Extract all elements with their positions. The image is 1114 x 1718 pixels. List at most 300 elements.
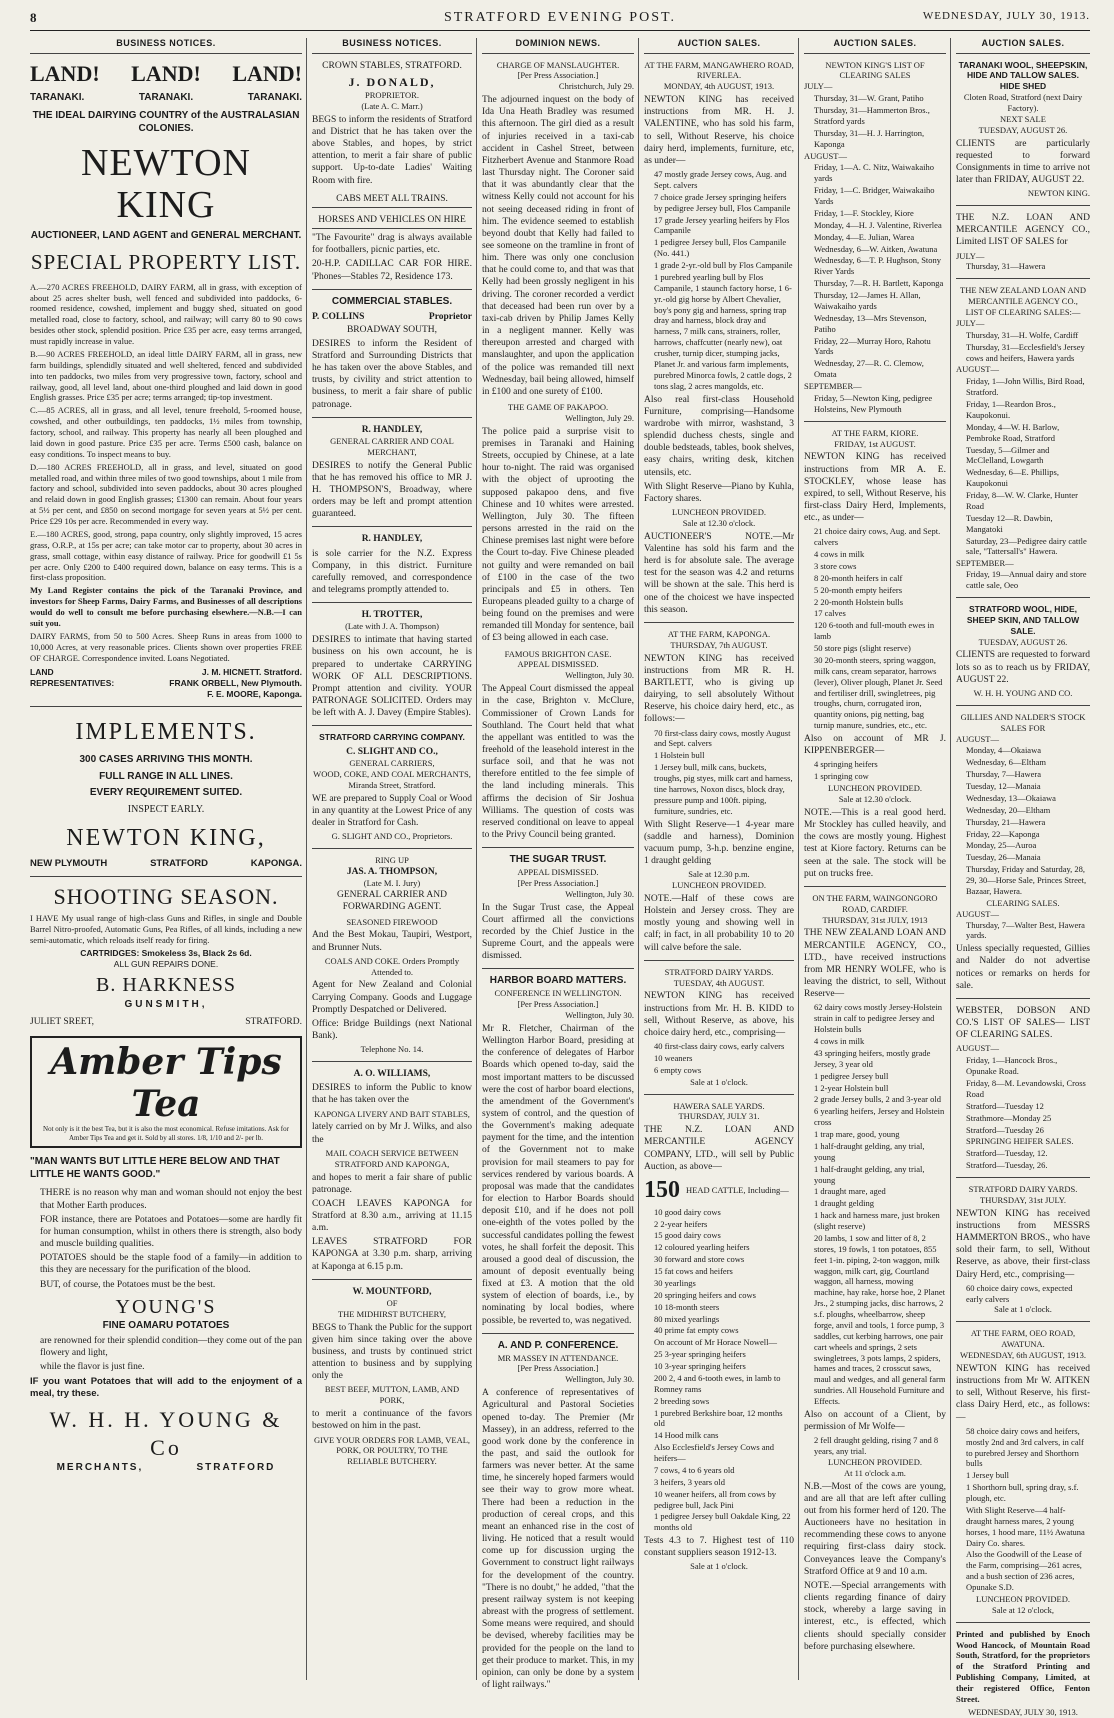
special-property-title: SPECIAL PROPERTY LIST. [30,249,302,274]
sale-date-item: Thursday, 31—Hawera [966,261,1046,272]
tea-brand: Amber Tips Tea [50,1040,282,1125]
sale-items [644,1207,794,1534]
handley-sole: is sole carrier for the N.Z. Express Company, in this district. Furniture carefully removed, and correspondence and telegrams promptly attended to. [312,548,472,596]
sale-item: 3 heifers, 3 years old [654,1476,726,1487]
cattle-count: 150 [644,1176,680,1203]
town: STRATFORD [196,1462,276,1474]
taranaki-word: TARANAKI. [138,91,194,103]
imprint-date: WEDNESDAY, JULY 30, 1913. [968,1706,1078,1717]
cloten-road: Cloten Road, Stratford (next Dairy Factory). [963,92,1083,114]
property-list [30,282,302,664]
sale-item: 1 half-draught gelding, any trial, young [814,1140,925,1162]
implements-line: 300 CASES ARRIVING THIS MONTH. [79,753,253,765]
sale-dates [804,393,946,415]
sale-intro: THE N.Z. LOAN AND MERCANTILE AGENCY COMPANY, LTD., will sell by Public Auction, as above— [644,1125,794,1172]
sale-note: With Slight Reserve—1 4-year mare (saddle and harness), Dominion vacuum pump, 3-h.p. benzine engine, 1 draught gelding [644,819,794,866]
sale-items [804,759,946,782]
sale-location: STRATFORD DAIRY YARDS. [664,966,774,977]
sale-date-item: Monday, 4—E. Julian, Warea [814,231,915,242]
thompson-office: Office: Bridge Buildings (next National Bank). [312,1018,472,1042]
implements-line: FULL RANGE IN ALL LINES. [99,770,233,782]
thompson-agent: Agent for New Zealand and Colonial Carrying Company. Goods and Luggage Promptly Despatched or Delivered. [312,980,472,1015]
telephone: Telephone No. 14. [360,1044,424,1055]
sale-date-item: Friday, 19—Annual dairy and store cattle sale, Oeo [966,569,1087,591]
sale-date: TUESDAY, 4th AUGUST. [673,977,765,988]
potato-paragraph: while the flavor is just fine. [40,1362,145,1373]
month-label: JULY— [956,317,985,328]
sale-item: 17 grade Jersey yearling heifers by Flos Campanile [654,214,790,236]
column-rule [476,38,477,1680]
sale-date-item: Monday, 4—W. H. Barlow, Pembroke Road, Stratford [966,421,1060,443]
sale-location: AT THE FARM, MANGAWHERO ROAD, RIVERLEA. [644,59,794,81]
sale-note: N.B.—Most of the cows are young, and are all that are left after culling out from his former herd of 120. The Auctioneers have no hesitation in recommending these cows to anyone requiring first-class dairy stock. Conveyances leave the Company's Stratford Office at 9 and 10 a.m. [804,1481,946,1577]
property-b: B.—90 ACRES FREEHOLD, an ideal little DAIRY FARM, all in grass, new farm buildings, splendidly situated and well sheltered, fenced and subdivided into ten paddocks, two miles from very progressive town, factory, school and railway, good, all level land, about one-third ploughed and laid down in good English grasses. Price £35 per acre; terms arranged; tip-top investment. [30,348,302,403]
land-banner [30,60,302,88]
clients-note: CLIENTS are particularly requested to forward Consignments in time to arrive not later than FRIDAY, AUGUST 22. [956,138,1090,186]
sale-note: NOTE.—Special arrangements with clients regarding finance of dairy stock, whereby a large saving in interest, etc., is effected, which clients should specially consider before purchasing elsewhere. [804,1580,946,1652]
sale-item: 20 springing heifers and cows [654,1289,756,1300]
sale-date-item: Strathmore—Monday 25 [966,1112,1052,1123]
dateline: Wellington, July 30. [565,888,634,899]
sale-date-item: Friday, 5—Newton King, pedigree Holsteins, New Plymouth [814,392,933,414]
press-assoc: [Per Press Association.] [517,70,599,81]
nz-loan-heading: THE N.Z. LOAN AND MERCANTILE AGENCY CO., Limited LIST OF SALES for [956,213,1090,248]
wool-sale-title: TARANAKI WOOL, SHEEPSKIN, HIDE AND TALLOW SALES. [958,59,1088,81]
sale-item: 17 calves [814,608,846,619]
month-label: JULY— [804,81,833,92]
dateline: Wellington, July 29. [565,412,634,423]
sale-date-item: Tuesday, 12—Manaia [966,781,1041,792]
potato-paragraph: POTATOES should be the staple food of a family—in addition to this they are necessary for the purification of the blood. [40,1253,302,1276]
sale-item: 15 good dairy cows [654,1230,721,1241]
sale-date: WEDNESDAY, 6th AUGUST, 1913. [960,1350,1086,1361]
dateline: Wellington, July 30. [565,1374,634,1385]
proprietor: PROPRIETOR. [365,90,419,101]
dateline: Wellington, July 30. [565,1010,634,1021]
sale-date: THURSDAY, 31st JULY. [980,1194,1066,1205]
land-word: LAND! [131,60,201,86]
town: STRATFORD [150,857,208,869]
sale-dates [804,162,946,380]
land-representatives [30,667,302,700]
sale-item: 30 yearlings [654,1277,696,1288]
month-label: AUGUST— [804,150,847,161]
sale-item: 4 cows in milk [814,549,865,560]
sale-item: 6 empty cows [654,1064,702,1075]
sale-item: 12 coloured yearling heifers [654,1242,750,1253]
taranaki-word: TARANAKI. [30,91,85,103]
williams-name: A. O. WILLIAMS, [353,1069,431,1080]
sale-date-item: Wednesday, 27—R. C. Clemow, Omata [814,358,924,380]
coals-coke: COALS AND COKE. Orders Promptly Attended to. [324,955,460,977]
sale-date-item: Friday, 1—F. Stockley, Kiore [814,207,914,218]
sale-intro: NEWTON KING has received instructions from MR R. H. BARTLETT, who is giving up dairying, to sell absolutely Without Reserve, his choice dairy herd, etc., as follows:— [644,653,794,725]
hide-shed: HIDE SHED [999,81,1047,92]
sale-date-item: Friday, 1—A. C. Nitz, Waiwakaiho yards [814,162,934,184]
town: STRATFORD. [245,1016,302,1027]
ring-up: RING UP [375,855,409,866]
collins-name: P. COLLINS [312,312,365,323]
webster-heading: WEBSTER, DOBSON AND CO.'S LIST OF SALES— LIST OF CLEARING SALES. [956,1005,1090,1041]
midhirst-butchery: THE MIDHIRST BUTCHERY, [337,1308,447,1319]
sale-dates [804,93,946,149]
sale-item: 120 6-tooth and full-mouth ewes in lamb [814,620,935,642]
news-headline: A. AND P. CONFERENCE. [497,1339,619,1351]
sale-date-item: Wednesday, 6—E. Phillips, Kaupokonui [966,467,1059,489]
sale-item: 58 choice dairy cows and heifers, mostly 2nd and 3rd calvers, in calf to purebred Jersey and Shorthorn bulls [966,1425,1084,1469]
news-body: Mr R. Fletcher, Chairman of the Wellington Harbor Board, presiding at the conference of delegates of Harbor Boards which opened to-day, said the most important matters to be discussed were the cost of harbor board elections, the amendment of the Government's system of control, and the question of the Government's making adequate payment for the time, and the intention of the Government not to make provision for mail steamers to pay for services rendered by various boards. A proposal was made that the candidates for election to Harbor Boards should deposit £10, and if he does not poll one-eighth of the votes polled by the successful candidates polling the fewest votes, he shall forfeit the deposit. This aroused a good deal of discussion, the amount of deposit eventually being fixed at £3. A motion that the old system of election of boards, i.e., by nominating by local bodies, where possible, be reverted to, was negatived. [482,1023,634,1326]
trotter-name: H. TROTTER, [361,610,423,621]
sale-item: 2 breeding sows [654,1395,710,1406]
column-header: AUCTION SALES. [644,38,794,54]
sale-item: 200 2, 4 and 6-tooth ewes, in lamb to Romney rams [654,1372,781,1394]
column-auction-sales-2 [804,38,946,1678]
mountford-name: W. MOUNTFORD, [352,1286,432,1297]
sale-note: Unless specially requested, Gillies and Nalder do not advertise notices or remarks on herds for sale. [956,944,1090,991]
nz-loan-heading: THE NEW ZEALAND LOAN AND MERCANTILE AGENCY CO., [960,285,1086,307]
news-subhead: MR MASSEY IN ATTENDANCE. [497,1352,619,1363]
sale-date-item: Monday, 25—Auroa [966,840,1037,851]
potato-paragraph: THERE is no reason why man and woman should not enjoy the best that Mother Earth produces. [40,1188,302,1211]
signoff: W. H. H. YOUNG AND CO. [973,687,1073,698]
late-note: (Late A. C. Marr.) [361,100,423,111]
sale-note: NOTE.—Half of these cows are Holstein and Jersey cross. They are mostly young and showing well in calf; in fact, in all probability 10 to 20 will calve before the sale. [644,893,794,953]
trotter-late: (Late with J. A. Thompson) [345,621,439,632]
sale-items [644,728,794,817]
sale-date-item: Friday, 1—John Willis, Bird Road, Stratford. [966,376,1085,398]
sale-date-item: Tuesday 12—R. Dawbin, Mangatoki [966,512,1053,534]
sale-date-item: Wednesday, 6—W. Aitken, Awatuna [814,243,938,254]
sale-item: 60 choice dairy cows, expected early calvers [966,1282,1073,1304]
news-headline: CHARGE OF MANSLAUGHTER. [496,59,620,70]
sale-item: Also Ecclesfield's Jersey Cows and heifers— [654,1442,775,1464]
month-label: AUGUST— [956,908,999,919]
young-company: W. H. H. YOUNG & Co [49,1406,283,1461]
column-dominion-news [482,38,634,1690]
gunsmith: GUNSMITH, [124,999,208,1011]
harkness-name: B. HARKNESS [96,974,236,997]
sale-item: 1 draught gelding [814,1198,874,1209]
sale-item: 70 first-class dairy cows, mostly August and Sept. calvers [654,727,791,749]
luncheon: LUNCHEON PROVIDED. [828,783,922,794]
sale-item: 30 20-month steers, spring waggon, milk cans, cream separator, harrows (lever), Oliver plough, Planet Jr. Seed and fertiliser drill, swingletrees, pig troughs, churn, corrugated iron, quantity onions, pig netting, bag turnip manure, sundries, etc., etc. [814,654,943,731]
reliable-butchery: RELIABLE BUTCHERY. [347,1456,437,1467]
sale-item: 2 20-month Holstein bulls [814,596,904,607]
sale-dates [956,376,1090,557]
of-word: OF [386,1297,398,1308]
list-title: NEWTON KING'S LIST OF CLEARING SALES [825,59,925,81]
collins-text: DESIRES to inform the Resident of Stratford and Surrounding Districts that he has taken over the above Stables, and trusts, by civility and strict attention to business, to merit a fair share of public patronage. [312,338,472,410]
news-body: The Appeal Court dismissed the appeal in the case, Brighton v. McClure, Commissioner of Crown Lands for Southland. The Court held that what the appellant was entitled to was the freehold of the leasehold interest in the surface soil, and that he was not therefore entitled to the fee simple of the land including minerals. This affirms the decision of Sir Joshua Williams. The question of costs was reserved conditional on leave to appeal to the Privy Council being granted. [482,684,634,841]
sale-item: 40 first-class dairy cows, early calvers [654,1041,785,1052]
mountford-text: BEGS to Thank the Public for the support given him since taking over the above business, and trusts by continued strict attention to business and by supplying only the [312,1322,472,1382]
auctioneer-line: AUCTIONEER, LAND AGENT and GENERAL MERCHANT. [30,230,302,242]
page-number: 8 [30,10,37,25]
sale-item: 62 dairy cows mostly Jersey-Holstein strain in calf to pedigree Jersey and Holstein bulls [814,1002,942,1035]
sale-date-item: Thursday, 31—Ecclesfield's Jersey cows and heifers, Hawera yards [966,341,1085,363]
sale-item: 7 choice grade Jersey springing heifers by pedigree Jersey bull, Flos Campanile [654,191,791,213]
sale-location: AT THE FARM, KAPONGA. [667,628,771,639]
cabs-line: CABS MEET ALL TRAINS. [312,193,472,208]
sale-intro: NEWTON KING has received instructions from Mr W. AITKEN to sell, Without Reserve, his first-class Dairy Herd, etc., as follows:— [956,1363,1090,1423]
sale-item: 1 Jersey bull [966,1470,1009,1481]
reps-label: LAND REPRESENTATIVES: [30,667,115,689]
sale-item: 1 pedigree Jersey bull [814,1070,889,1081]
sale-dates [956,745,1090,896]
sale-date-item: Monday, 4—H. J. Valentine, Riverlea [814,219,942,230]
sale-date-item: Friday, 22—Kaponga [966,828,1040,839]
land-word: LAND! [232,60,302,86]
sale-note: Also real first-class Household Furniture, comprising—Handsome wardrobe with mirror, washstand, 3 splendid duchess chests, single and double bedsteads, tables, book shelves, easy chairs, writing desk, kitchen utensils, etc. [644,394,794,478]
property-a: A.—270 ACRES FREEHOLD, DAIRY FARM, all in grass, with exception of about 25 acres shelter bush, well fenced and subdivided into paddocks, 6-roomed residence, cowshed, implement and buggy shed, situated on good metalled road, close to factory, school, and railway; will carry 80 to 90 cows besides other stock, splendid position. Price £35 per acre, easy terms arranged, must rapidly increase in value. [30,281,302,347]
sale-intro: NEWTON KING has received instructions from MESSRS HAMMERTON BROS., who have sold their farm, to sell, Without Reserve, as above, their first-class Dairy Herd, etc., comprising— [956,1208,1090,1280]
town: NEW PLYMOUTH [30,857,108,869]
youngs-title: YOUNG'S [115,1295,217,1318]
handley-name: R. HANDLEY, [361,424,423,435]
sale-date-item: Thursday, 12—James H. Allan, Waiwakaiho yards [814,290,921,311]
sale-date-item: SPRINGING HEIFER SALES. [966,1136,1074,1147]
cadillac: 20-H.P. CADILLAC CAR FOR HIRE. 'Phones—Stables 72, Residence 173. [312,259,472,282]
potato-paragraph: FOR instance, there are Potatoes and Potatoes—some are hardly fit for human consumption, whilst in others there is strength, also body and muscle building qualities. [40,1214,302,1250]
sale-time: Sale at 1 o'clock. [690,1076,748,1087]
implements-line: EVERY REQUIREMENT SUITED. [89,787,243,799]
mountford-orders: GIVE YOUR ORDERS FOR LAMB, VEAL, PORK, OR POULTRY, TO THE [313,1434,471,1456]
handley-title: GENERAL CARRIER AND COAL MERCHANT, [330,435,454,457]
williams-text: DESIRES to inform the Public to know that he has taken over the [312,1083,472,1106]
horses-line: HORSES AND VEHICLES ON HIRE [312,214,472,229]
sale-item: 1 pedigree Jersey bull, Flos Campanile (No. 441.) [654,237,787,259]
seasoned-firewood: SEASONED FIREWOOD [346,916,438,927]
head-cattle [644,1175,794,1206]
imprint: Printed and published by Enoch Wood Hancock, of Mountain Road South, Stratford, for the proprietors of the Stratford Printing and Publishing Company, Limited, at their registered Office, Fenton Street. [956,1628,1090,1704]
thompson-nuts: And the Best Mokau, Taupiri, Westport, and Brunner Nuts. [312,930,472,953]
slight-name: C. SLIGHT AND CO., [346,747,438,758]
sale-note: Tests 4.3 to 7. Highest test of 110 constant suppliers season 1912-13. [644,1536,794,1559]
sale-date-item: Thursday, 31—Hammerton Bros., Stratford yards [814,105,930,126]
sale-date-item: Thursday, 7—Walter Best, Hawera yards. [966,919,1085,941]
list-title: LIST OF CLEARING SALES:— [965,307,1081,318]
sale-item: 10 18-month steers [654,1301,720,1312]
dateline: Wellington, July 30. [565,670,634,681]
sale-date-item: Wednesday, 13—Mrs Stevenson, Patiho [814,312,927,334]
wool-sale-title: STRATFORD WOOL, HIDE, SHEEP SKIN, AND TALLOW SALE. [966,603,1080,636]
sale-date-item: Friday, 22—Murray Horo, Rahotu Yards [814,335,931,357]
rep: J. M. HICNETT. Stratford. [201,667,302,678]
sale-item: Also the Goodwill of the Lease of the Farm, comprising—261 acres, and a bush section of 236 acres, Opunake S.D. [966,1549,1082,1593]
luncheon: LUNCHEON PROVIDED. [672,880,766,891]
commercial-stables: COMMERCIAL STABLES. [331,295,453,307]
proprietor: Proprietor [428,312,472,323]
dairy-farms: DAIRY FARMS, from 50 to 500 Acres. Sheep Runs in areas from 1000 to 10,000 Acres, at very reasonable prices. Clients shown over properties FREE OF CHARGE. Correspondence invited. Loans Negotiated. [30,630,302,663]
sale-item: 21 choice dairy cows, Aug. and Sept. calvers [814,526,941,548]
sale-date: TUESDAY, AUGUST 26. [978,124,1068,135]
potato-paragraph: are renowned for their splendid condition—they come out of the pan flowery and light, [40,1336,302,1359]
news-headline: HARBOR BOARD MATTERS. [489,975,627,987]
sale-date-item: Wednesday, 13—Okaiawa [966,792,1056,803]
sale-date-item: Friday, 8—W. W. Clarke, Hunter Road [966,490,1078,511]
ideal-dairying: THE IDEAL DAIRYING COUNTRY of the AUSTRALASIAN COLONIES. [32,110,300,135]
month-label: SEPTEMBER— [956,558,1014,569]
donald-name: J. DONALD, [348,74,436,89]
sale-time: Sale at 1 o'clock. [994,1304,1052,1315]
sale-date-item: Friday, 1—C. Bridger, Waiwakaiho Yards [814,185,935,207]
news-headline: FAMOUS BRIGHTON CASE. [504,648,612,659]
sale-location: STRATFORD DAIRY YARDS. [968,1184,1078,1195]
merchants: MERCHANTS, [56,1462,144,1474]
gun-repairs: ALL GUN REPAIRS DONE. [113,958,219,969]
sale-time: Sale at 12.30 o'clock. [838,794,912,805]
sale-item: 1 half-draught gelding, any trial, young [814,1163,925,1185]
sale-items [804,1002,946,1407]
sale-time: Sale at 1 o'clock. [690,1561,748,1572]
column-auction-sales-1 [644,38,794,1678]
month-label: AUGUST— [956,364,999,375]
implement-towns [30,858,302,870]
reps-list [140,667,302,700]
implements-title: IMPLEMENTS. [75,719,257,746]
sale-date-item: Thursday, 21—Hawera [966,816,1046,827]
sale-date-item: Stratford—Tuesday, 26. [966,1160,1048,1171]
thompson-late: (Late M. I. Jury) [363,878,421,889]
sale-note: With Slight Reserve—Piano by Kuhla, Factory shares. [644,481,794,504]
month-label: AUGUST— [956,1043,999,1054]
sale-item: 10 weaners [654,1052,693,1063]
column-header: DOMINION NEWS. [482,38,634,54]
sale-item: 14 Hood milk cans [654,1430,719,1441]
tea-tagline: Not only is it the best Tea, but it is also the most economical. Refuse imitations. Ask for Amber Tips Tea and get it. Sold by all stores. 1/8, 1/10 and 2/- per lb. [43,1124,289,1142]
sale-item: 40 prime fat empty cows [654,1325,739,1336]
favourite-drag: "The Favourite" drag is always available for footballers, picnic parties, etc. [312,233,472,256]
newton-king-title: NEWTON KING [81,142,251,227]
column-business-notices-2 [312,38,472,1678]
cartridges: CARTRIDGES: Smokeless 3s, Black 2s 6d. [80,947,252,958]
sale-intro: NEWTON KING has received instructions from MR A. E. STOCKLEY, whose lease has expired, to sell, Without Reserve, his first-class Dairy Herd, Implements, etc., as under— [804,452,946,524]
sale-date: THURSDAY, 31st JULY, 1913 [822,914,928,925]
sale-date-item: Tuesday, 5—Gilmer and McClelland, Lowgarth [966,444,1050,466]
sale-item: On account of Mr Horace Nowell— [654,1337,777,1348]
signoff: NEWTON KING. [1027,188,1090,199]
broadway: BROADWAY SOUTH, [346,324,438,335]
collins-line [312,311,472,323]
news-body: The adjourned inquest on the body of Ida Una Heath Bradley was resumed this afternoon. The girl died as a result of injuries received in a taxi-cab accident in Cashel Street, between Fitzherbert Avenue and Stanmore Road last Thursday night. The Coroner said that it was abundantly clear that the witness Kelly could not account for his not seeing deceased riding in front of him. The evidence seemed to establish beyond doubt that Kelly had failed to see someone on the tramline in front of him. There was only one conclusion that he could come to, and that was that Kelly had been grossly negligent in his driving. The coroner recorded a verdict that deceased had been run over by a taxi-cab driven by Philip James Kelly in a negligent manner. Kelly was thereupon arrested and charged with manslaughter, and upon the application of the police was remanded till next Wednesday, bail being allowed, himself in £100 and one surety of £100. [482,95,634,397]
sale-item: 15 fat cows and heifers [654,1266,733,1277]
shooting-season-title: SHOOTING SEASON. [53,883,279,909]
cattle-label: HEAD CATTLE, Including— [686,1184,789,1195]
town: KAPONGA. [250,857,302,869]
sale-item: 1 Holstein bull [654,750,705,761]
sale-item: 1 springing cow [814,771,869,782]
sale-item: 1 draught mare, aged [814,1186,886,1197]
sale-date: TUESDAY, AUGUST 26. [978,636,1068,647]
sale-date: THURSDAY, 7th AUGUST. [670,639,768,650]
mountford-text: to merit a continuance of the favors bestowed on him in the past. [312,1409,472,1432]
sale-time: Sale at 12 o'clock, [992,1604,1054,1615]
kaponga-stables: KAPONGA LIVERY AND BAIT STABLES, [314,1108,470,1119]
slight-wood: WOOD, COKE, AND COAL MERCHANTS, [313,769,471,780]
sale-date-item: Stratford—Tuesday 26 [966,1124,1044,1135]
sale-item: 25 3-year springing heifers [654,1349,746,1360]
sale-note: Also on account of MR J. KIPPENBERGER— [804,734,946,757]
sale-item: 1 2-year Holstein bull [814,1082,889,1093]
land-word: LAND! [30,60,100,86]
newspaper-title: STRATFORD EVENING POST. [443,10,677,25]
press-assoc: [Per Press Association.] [517,999,599,1010]
sale-item: 1 purebred yearling bull by Flos Campanile, 1 staunch factory horse, 1 6-yr.-old gig horse by Albert Chevalier, boy's pony gig and harness, spring trap dray and harness, block dray and harness, 7 milk cans, strainers, roller, harrows, chaffcutter (nearly new), oat crusher, turnip dicer, stumping jacks, Planet Jr. and various farm implements, purebred Minorca fowls, 2 cattle dogs, 2 tons slag, 2 acres mangolds, etc. [654,271,792,391]
sale-date-item: Wednesday, 20—Eltham [966,804,1051,815]
sale-item: 10 3-year springing heifers [654,1361,746,1372]
column-header: BUSINESS NOTICES. [30,38,302,54]
sale-item: 47 mostly grade Jersey cows, Aug. and Sept. calvers [654,169,787,190]
rep: FRANK ORBELL, New Plymouth. [169,678,302,689]
sale-location: HAWERA SALE YARDS. [673,1100,765,1111]
property-c: C.—85 ACRES, all in grass, and all level, tenure freehold, 5-roomed house, cowshed, and other outbuildings, ten paddocks, 1½ miles from township, factory, school, and railway. This property has nearly all been ploughed and laid down in good pasture. Price £35 per acre. Terms £500 cash, balance on easy conditions. To inspect means to buy. [30,405,302,459]
sale-date-item: Friday, 1—Hancock Bros., Opunake Road. [966,1055,1058,1077]
potato-paragraph: IF you want Potatoes that will add to the enjoyment of a meal, try these. [30,1375,302,1399]
sale-time: Sale at 12.30 p.m. [688,869,750,880]
sale-date-item: Stratford—Tuesday, 12. [966,1148,1048,1159]
potato-paragraph: BUT, of course, the Potatoes must be the best. [40,1279,216,1290]
column-header: BUSINESS NOTICES. [312,38,472,54]
sale-items [956,1426,1090,1593]
crown-stables: CROWN STABLES, STRATFORD. [322,60,462,71]
month-label: AUGUST— [956,733,999,744]
luncheon: LUNCHEON PROVIDED. [976,1593,1070,1604]
williams-text: lately carried on by Mr J. Wilks, and also the [312,1122,472,1145]
column-auction-sales-3 [956,38,1091,1717]
sale-item: 30 forward and store cows [654,1254,745,1265]
sale-items [644,169,794,392]
issue-date: WEDNESDAY, JULY 30, 1913. [922,10,1090,22]
sale-item: 1 Jersey bull, milk cans, buckets, troughs, pig styes, milk cart and harness, tine harrows, Noxon discs, block dray, pressure pump and 100ft. piping, furniture, sundries, etc. [654,762,793,816]
slight-text: WE are prepared to Supply Coal or Wood in any quantity at the Lowest Price of any dealer in Stratford for Cash. [312,793,472,829]
gillies-heading: GILLIES AND NALDER'S STOCK SALES FOR [960,711,1086,733]
sale-note: Also on account of a Client, by permission of Mr Wolfe— [804,1409,946,1433]
sale-date: MONDAY, 4th AUGUST, 1913. [663,81,775,92]
amber-tips-tea-ad [30,1036,302,1148]
dateline: Christchurch, July 29. [558,81,634,92]
sale-location: AT THE FARM, OEO ROAD, AWATUNA. [970,1328,1076,1350]
news-headline: THE SUGAR TRUST. [509,854,607,866]
slight-signoff: G. SLIGHT AND CO., Proprietors. [331,831,453,842]
oamaru-potatoes: FINE OAMARU POTATOES [102,1320,230,1332]
sale-dates [956,1055,1090,1171]
sale-date-item: Friday, 8—M. Levandowski, Cross Road [966,1078,1086,1099]
sale-item: 2 2-year heifers [654,1218,708,1229]
column-rule [950,38,951,1680]
williams-text: and hopes to merit a fair share of public patronage. [312,1172,472,1195]
sale-item: 80 mixed yearlings [654,1313,720,1324]
man-wants-heading: "MAN WANTS BUT LITTLE HERE BELOW AND THAT LITTLE HE WANTS GOOD." [30,1155,280,1180]
press-assoc: [Per Press Association.] [517,1363,599,1374]
sale-date-item: Friday, 1—Reardon Bros., Kaupokonui. [966,399,1056,420]
sale-item: 7 cows, 4 to 6 years old [654,1464,735,1475]
sale-date: FRIDAY, 1st AUGUST. [834,438,916,449]
slight-address: Miranda Street, Stratford. [348,780,436,791]
mail-coach: MAIL COACH SERVICE BETWEEN STRATFORD AND KAPONGA, [325,1147,459,1169]
news-body: The police paid a surprise visit to premises in Taranaki and Haining Streets, occupied by Chinese, at a late hour to-night. The raid was organised with the object of uprooting the supposed pakapoo dens, and five Chinese and 10 whites were arrested. Wellington, July 30. The fifteen persons arrested in the raid on the Chinese premises last night were before the Court to-day. Five Chinese pleaded not guilty and were remanded on bail of £100 in the case of the two principals and £5 in others. Ten Europeans pleaded guilty to a charge of being found on the premises and were remanded till Monday for sentence, bail of £3 being allowed in each case. [482,426,634,644]
sale-date-item: Wednesday, 6—Eltham [966,757,1046,768]
trotter-text: DESIRES to intimate that having started business on his own account, he is prepared to undertake CARRYING WORK OF ALL DESCRIPTIONS. Prompt attention and civility. YOUR PATRONAGE SOLICITED. Orders may be left with A. J. Davey (Empire Stables). [312,635,472,719]
sale-item: 6 yearling heifers, Jersey and Holstein cross [814,1106,945,1128]
implements-line: INSPECT EARLY. [127,804,205,816]
sale-note: NOTE.—This is a real good herd. Mr Stockley has culled heavily, and the cows are mostly young. Highest test at Kiore factory. Returns can be seen at the sale. The stock will be put on trucks free. [804,807,946,879]
sale-item: 5 20-month empty heifers [814,584,903,595]
sale-item: 43 springing heifers, mostly grade Jersey, 3 year old [814,1047,931,1069]
news-body: In the Sugar Trust case, the Appeal Court affirmed all the convictions recorded by the Chief Justice in the Supreme Court, and the appeals were dismissed. [482,902,634,962]
sale-date-item: Monday, 4—Okaiawa [966,745,1041,756]
property-d: D.—180 ACRES FREEHOLD, all in grass, and level, situated on good metalled road, and within three miles of two good townships, about 1 mile from factory and school, subdivided into seven paddocks, about 30 acres ploughed and relaid down in good English grasses; £1300 can remain. About four years at 5½ per cent, and £850 on second mortgage for seven years at 5½ per cent. Price £29 10s per acre. Recommended in every way. [30,461,302,527]
thompson-title: GENERAL CARRIER AND FORWARDING AGENT. [337,890,447,913]
